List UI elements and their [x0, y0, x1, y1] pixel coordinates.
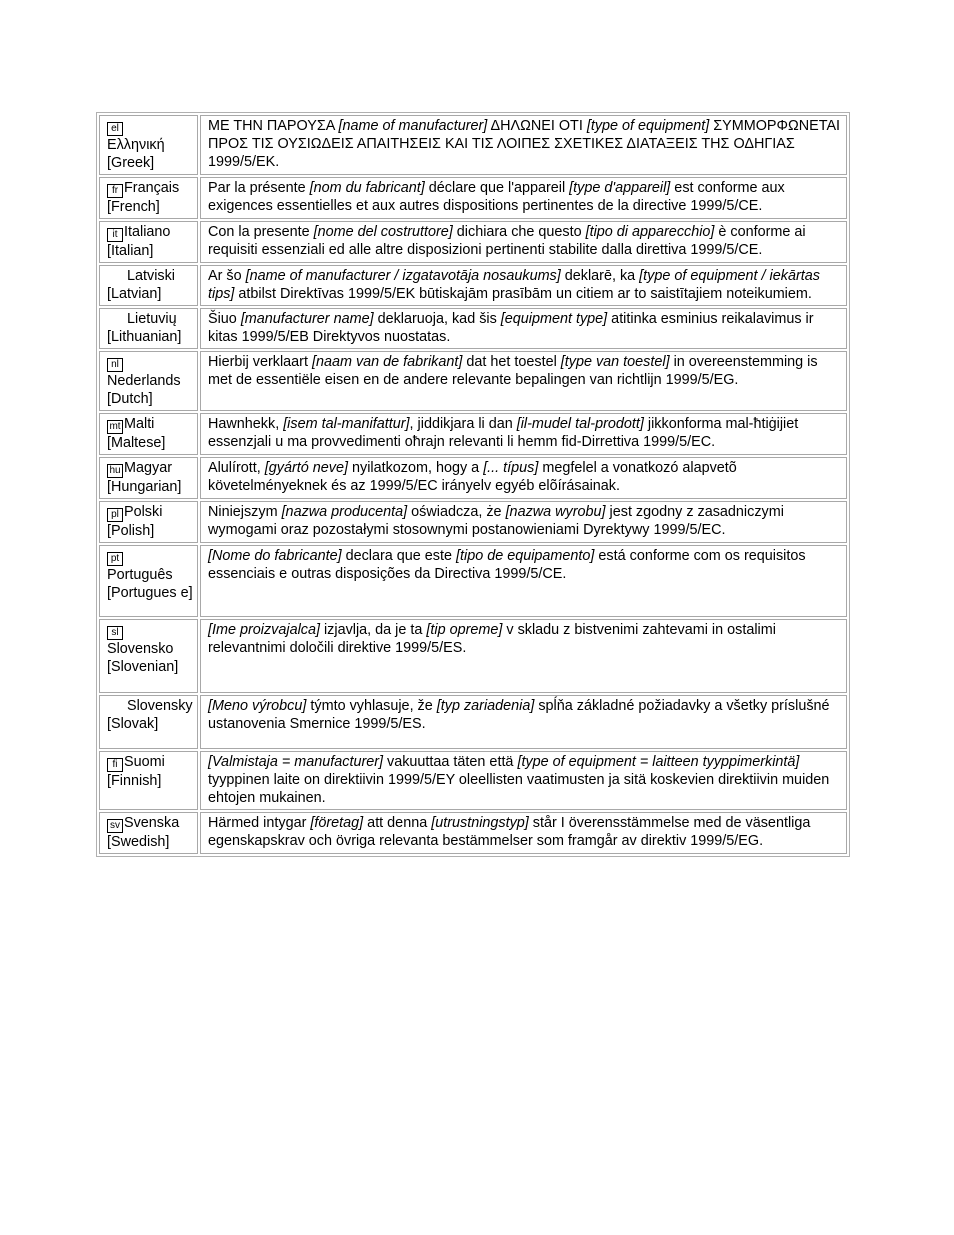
declaration-text-cell	[200, 221, 847, 263]
language-english-name: [Finnish]	[107, 773, 162, 789]
placeholder-text: [tipo di apparecchio]	[585, 224, 715, 240]
placeholder-text: [type van toestel]	[560, 354, 670, 370]
declaration-table	[96, 112, 850, 857]
declaration-text: Par la présente	[208, 180, 310, 196]
language-name: Suomi	[124, 754, 165, 770]
declaration-text: atbilst Direktīvas 1999/5/EK būtiskajām prasībām un citiem ar to saistītajiem noteikumiem.	[234, 286, 812, 302]
placeholder-text: [Nome do fabricante]	[208, 548, 342, 564]
placeholder-text: [type of equipment = laitteen tyyppimerkintä]	[517, 754, 800, 770]
language-name: Slovensko	[107, 641, 174, 657]
language-english-name: [Swedish]	[107, 834, 170, 850]
placeholder-text: [Ime proizvajalca]	[208, 622, 320, 638]
flag-icon: pl	[107, 508, 123, 522]
language-name: Latviski	[127, 268, 175, 284]
language-name: Italiano	[124, 224, 171, 240]
declaration-row	[99, 115, 847, 175]
language-english-name: [Slovak]	[107, 716, 159, 732]
declaration-text: Alulírott,	[208, 460, 265, 476]
declaration-text-cell	[200, 265, 847, 306]
language-cell	[99, 619, 198, 693]
declaration-text-cell	[200, 619, 847, 693]
language-english-name: [Portugues e]	[107, 585, 193, 601]
placeholder-text: [gyártó neve]	[264, 460, 348, 476]
language-name: Português	[107, 567, 173, 583]
declaration-text: jest zgodny z zasadniczymi wymogami oraz pozostałymi stosownymi postanowieniami Dyrektywy 1999/5/EC.	[208, 504, 784, 538]
flag-icon: sl	[107, 626, 123, 640]
language-cell	[99, 501, 198, 543]
language-cell	[99, 751, 198, 810]
language-english-name: [Slovenian]	[107, 659, 179, 675]
placeholder-text: [equipment type]	[500, 311, 608, 327]
declaration-text-cell	[200, 177, 847, 219]
flag-icon: it	[107, 228, 123, 242]
language-cell	[99, 351, 198, 411]
language-cell	[99, 308, 198, 349]
declaration-text: står I överensstämmelse med de väsentliga egenskapskrav och övriga relevanta bestämmelser som framgår av direktiv 1999/5/EG.	[208, 815, 811, 849]
language-name: Malti	[124, 416, 155, 432]
declaration-text-cell	[200, 751, 847, 810]
language-english-name: [Dutch]	[107, 391, 153, 407]
language-english-name: [Greek]	[107, 155, 155, 171]
declaration-row	[99, 413, 847, 455]
declaration-text: déclare que l'appareil	[424, 180, 570, 196]
declaration-text-cell	[200, 545, 847, 617]
declaration-text: vakuuttaa täten että	[383, 754, 518, 770]
flag-icon: fi	[107, 758, 123, 772]
declaration-row	[99, 265, 847, 306]
declaration-text-cell	[200, 351, 847, 411]
declaration-text: Šiuo	[208, 311, 241, 327]
language-cell	[99, 177, 198, 219]
placeholder-text: [nome del costruttore]	[313, 224, 453, 240]
declaration-row	[99, 308, 847, 349]
language-cell	[99, 812, 198, 854]
declaration-row	[99, 812, 847, 854]
declaration-text: att denna	[363, 815, 432, 831]
declaration-text: , jiddikjara li dan	[409, 416, 517, 432]
placeholder-text: [type d'appareil]	[569, 180, 671, 196]
language-name: Ελληνική	[107, 137, 165, 153]
declaration-row	[99, 619, 847, 693]
placeholder-text: [tipo de equipamento]	[456, 548, 595, 564]
language-cell	[99, 221, 198, 263]
declaration-text: dat het toestel	[462, 354, 561, 370]
language-name: Français	[124, 180, 180, 196]
language-cell	[99, 265, 198, 306]
language-cell	[99, 413, 198, 455]
declaration-text: ΣΥΜΜΟΡΦΩΝΕΤΑΙ ΠΡΟΣ ΤΙΣ ΟΥΣΙΩΔΕΙΣ ΑΠΑΙΤΗΣΕΙΣ ΚΑΙ ΤΙΣ ΛΟΙΠΕΣ ΣΧΕΤΙΚΕΣ ΔΙΑΤΑΞΕΙΣ ΤΗΣ ΟΔΗΓΙΑΣ 1999/5/ΕΚ.	[208, 118, 841, 170]
declaration-text: izjavlja, da je ta	[319, 622, 427, 638]
declaration-text-cell	[200, 457, 847, 499]
language-english-name: [Hungarian]	[107, 479, 182, 495]
language-name: Magyar	[124, 460, 172, 476]
declaration-text-cell	[200, 501, 847, 543]
placeholder-text: [naam van de fabrikant]	[311, 354, 463, 370]
placeholder-text: [type of equipment]	[586, 118, 710, 134]
placeholder-text: [name of manufacturer / izgatavotāja nosaukums]	[245, 268, 561, 284]
placeholder-text: [isem tal-manifattur]	[283, 416, 410, 432]
language-name: Lietuvių	[127, 311, 177, 327]
declaration-text: ΜΕ ΤΗΝ ΠΑΡΟΥΣΑ	[208, 118, 339, 134]
declaration-text: dichiara che questo	[452, 224, 586, 240]
placeholder-text: [... típus]	[483, 460, 539, 476]
language-english-name: [Latvian]	[107, 286, 162, 302]
declaration-text: oświadcza, że	[407, 504, 506, 520]
language-english-name: [Polish]	[107, 523, 155, 539]
language-name: Slovensky	[127, 698, 193, 714]
language-english-name: [Lithuanian]	[107, 329, 182, 345]
declaration-text: deklarē, ka	[560, 268, 640, 284]
language-name: Nederlands	[107, 373, 181, 389]
declaration-text: Niniejszym	[208, 504, 282, 520]
language-english-name: [Italian]	[107, 243, 154, 259]
declaration-row	[99, 351, 847, 411]
declaration-text: atitinka esminius reikalavimus ir kitas 1999/5/EB Direktyvos nuostatas.	[208, 311, 814, 345]
flag-icon: hu	[107, 464, 123, 478]
placeholder-text: [nazwa wyrobu]	[505, 504, 606, 520]
declaration-text-cell	[200, 308, 847, 349]
declaration-text: Ar šo	[208, 268, 246, 284]
placeholder-text: [tip opreme]	[426, 622, 503, 638]
declaration-table-body	[99, 115, 847, 854]
declaration-text: está conforme com os requisitos essenciais e outras disposições da Directiva 1999/5/CE.	[208, 548, 806, 582]
declaration-text: deklaruoja, kad šis	[373, 311, 501, 327]
declaration-text: spĺňa základné požiadavky a všetky príslušné ustanovenia Smernice 1999/5/ES.	[208, 698, 830, 732]
placeholder-text: [Valmistaja = manufacturer]	[208, 754, 384, 770]
language-name: Svenska	[124, 815, 180, 831]
placeholder-text: [utrustningstyp]	[431, 815, 529, 831]
declaration-text-cell	[200, 413, 847, 455]
placeholder-text: [Meno výrobcu]	[208, 698, 307, 714]
declaration-row	[99, 457, 847, 499]
flag-icon: nl	[107, 358, 123, 372]
declaration-text-cell	[200, 695, 847, 749]
language-cell	[99, 115, 198, 175]
placeholder-text: [manufacturer name]	[240, 311, 374, 327]
declaration-text: è conforme ai requisiti essenziali ed alle altre disposizioni pertinenti stabilite dalla direttiva 1999/5/CE.	[208, 224, 806, 258]
declaration-text: ΔΗΛΩΝΕΙ ΟΤΙ	[487, 118, 587, 134]
declaration-row	[99, 221, 847, 263]
declaration-row	[99, 545, 847, 617]
declaration-text: in overeenstemming is met de essentiële eisen en de andere relevante bepalingen van richtlijn 1999/5/EG.	[208, 354, 818, 388]
flag-icon: pt	[107, 552, 123, 566]
declaration-row	[99, 751, 847, 810]
placeholder-text: [nom du fabricant]	[309, 180, 425, 196]
declaration-text: tyyppinen laite on direktiivin 1999/5/EY oleellisten vaatimusten ja sitä koskevien direktiivin muiden ehtojen mukainen.	[208, 772, 830, 806]
declaration-text: Hierbij verklaart	[208, 354, 312, 370]
declaration-text: megfelel a vonatkozó alapvetõ követelményeknek és az 1999/5/EC irányelv egyéb elõírásainak.	[208, 460, 737, 494]
declaration-text: Härmed intygar	[208, 815, 311, 831]
declaration-text: est conforme aux exigences essentielles et aux autres dispositions pertinentes de la directive 1999/5/CE.	[208, 180, 785, 214]
placeholder-text: [typ zariadenia]	[436, 698, 535, 714]
language-cell	[99, 457, 198, 499]
declaration-row	[99, 695, 847, 749]
placeholder-text: [type of equipment / iekārtas tips]	[208, 268, 820, 302]
flag-icon: sv	[107, 819, 123, 833]
placeholder-text: [il-mudel tal-prodott]	[516, 416, 644, 432]
language-cell	[99, 695, 198, 749]
language-english-name: [French]	[107, 199, 160, 215]
flag-icon: el	[107, 122, 123, 136]
placeholder-text: [name of manufacturer]	[338, 118, 488, 134]
declaration-text-cell	[200, 812, 847, 854]
language-name: Polski	[124, 504, 163, 520]
declaration-text: declara que este	[341, 548, 456, 564]
declaration-row	[99, 177, 847, 219]
flag-icon: mt	[107, 420, 123, 434]
placeholder-text: [nazwa producenta]	[281, 504, 408, 520]
declaration-text-cell	[200, 115, 847, 175]
language-cell	[99, 545, 198, 617]
declaration-text: v skladu z bistvenimi zahtevami in ostalimi relevantnimi določili direktive 1999/5/ES.	[208, 622, 776, 656]
declaration-text: Hawnhekk,	[208, 416, 284, 432]
language-english-name: [Maltese]	[107, 435, 166, 451]
flag-icon: fr	[107, 184, 123, 198]
declaration-text: týmto vyhlasuje, že	[306, 698, 437, 714]
declaration-row	[99, 501, 847, 543]
placeholder-text: [företag]	[310, 815, 364, 831]
declaration-text: nyilatkozom, hogy a	[348, 460, 484, 476]
declaration-text: jikkonforma mal-ħtiġijiet essenzjali u ma provvedimenti oħrajn relevanti li hemm fid-Dirrettiva 1999/5/EC.	[208, 416, 799, 450]
declaration-text: Con la presente	[208, 224, 314, 240]
